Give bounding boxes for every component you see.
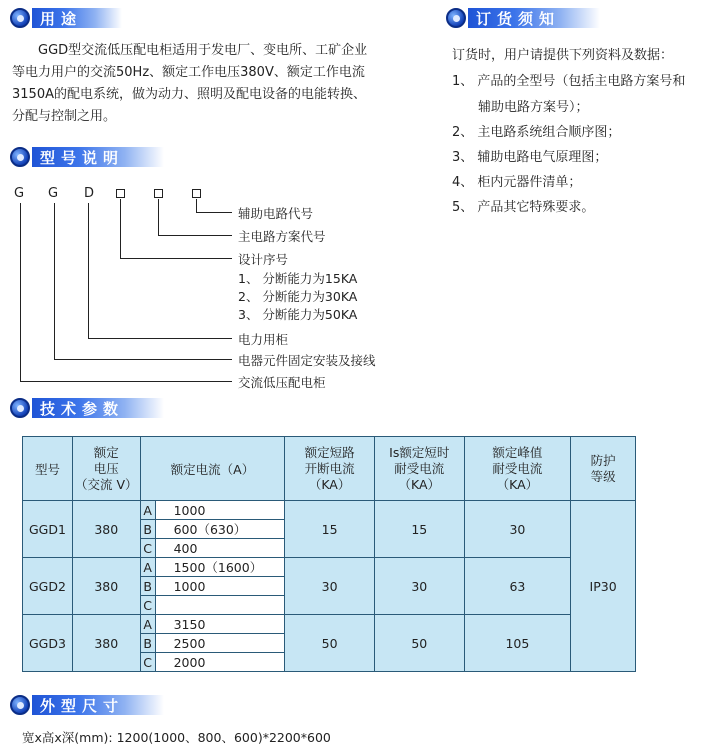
bullet-circle-icon bbox=[10, 8, 30, 28]
ordering-intro: 订货时，用户请提供下列资料及数据： bbox=[452, 48, 674, 63]
cell-current: 3150 bbox=[155, 615, 285, 634]
section-header-usage bbox=[10, 7, 122, 29]
ordering-item: 5、 产品其它特殊要求。 bbox=[452, 200, 595, 215]
model-label: 设计序号 bbox=[238, 252, 289, 267]
ordering-item: 2、 主电路系统组合顺序图； bbox=[452, 125, 621, 140]
cell-sub-code: A bbox=[140, 615, 155, 634]
cell-model: GGD3 bbox=[23, 615, 73, 672]
leader-line bbox=[54, 203, 55, 360]
model-label: 主电路方案代号 bbox=[238, 229, 326, 244]
ordering-item: 3、 辅助电路电气原理图； bbox=[452, 150, 608, 165]
usage-line: 分配与控制之用。 bbox=[12, 109, 117, 124]
cell-current bbox=[155, 596, 285, 615]
model-code-letter: G bbox=[14, 186, 25, 201]
section-title: 用途 bbox=[32, 8, 122, 28]
leader-line bbox=[158, 235, 232, 236]
cell-model: GGD2 bbox=[23, 558, 73, 615]
leader-line bbox=[120, 199, 121, 259]
bullet-circle-icon bbox=[10, 398, 30, 418]
cell-voltage: 380 bbox=[72, 615, 140, 672]
cell-protection: IP30 bbox=[571, 501, 636, 672]
section-title: 型号说明 bbox=[32, 147, 164, 167]
cell-current: 1000 bbox=[155, 501, 285, 520]
cell-sub-code: A bbox=[140, 501, 155, 520]
header-short-time: Is额定短时 耐受电流 （KA） bbox=[374, 437, 464, 501]
header-protection: 防护 等级 bbox=[571, 437, 636, 501]
cell-short-time: 15 bbox=[374, 501, 464, 558]
cell-current: 1000 bbox=[155, 577, 285, 596]
leader-line bbox=[196, 199, 197, 213]
model-code-letter: D bbox=[84, 186, 95, 201]
usage-line: 3150A的配电系统，做为动力、照明及配电设备的电能转换、 bbox=[12, 87, 366, 102]
model-label: 电力用柜 bbox=[238, 332, 289, 347]
bullet-circle-icon bbox=[10, 147, 30, 167]
cell-breaking: 30 bbox=[285, 558, 375, 615]
model-label: 辅助电路代号 bbox=[238, 206, 314, 221]
model-label: 交流低压配电柜 bbox=[238, 375, 326, 390]
header-peak: 额定峰值 耐受电流 （KA） bbox=[464, 437, 571, 501]
cell-sub-code: B bbox=[140, 634, 155, 653]
cell-peak: 30 bbox=[464, 501, 571, 558]
usage-paragraph bbox=[12, 40, 367, 128]
cell-current: 2500 bbox=[155, 634, 285, 653]
header-model: 型号 bbox=[23, 437, 73, 501]
cell-peak: 63 bbox=[464, 558, 571, 615]
section-header-dims bbox=[10, 694, 164, 716]
usage-line: GGD型交流低压配电柜适用于发电厂、变电所、工矿企业 bbox=[38, 43, 368, 58]
code-placeholder-box bbox=[192, 189, 201, 198]
tech-spec-table bbox=[22, 436, 636, 672]
cell-short-time: 30 bbox=[374, 558, 464, 615]
cell-sub-code: B bbox=[140, 520, 155, 539]
model-label: 电器元件固定安装及接线 bbox=[238, 353, 376, 368]
code-placeholder-box bbox=[154, 189, 163, 198]
usage-line: 等电力用户的交流50Hz、额定工作电压380V、额定工作电流 bbox=[12, 65, 365, 80]
header-breaking: 额定短路 开断电流 （KA） bbox=[285, 437, 375, 501]
model-code-letter: G bbox=[48, 186, 59, 201]
section-title: 订货须知 bbox=[468, 8, 600, 28]
leader-line bbox=[196, 212, 232, 213]
bullet-circle-icon bbox=[10, 695, 30, 715]
cell-voltage: 380 bbox=[72, 501, 140, 558]
leader-line bbox=[20, 381, 232, 382]
model-label: 3、 分断能力为50KA bbox=[238, 307, 358, 322]
leader-line bbox=[20, 203, 21, 382]
section-title: 外型尺寸 bbox=[32, 695, 164, 715]
leader-line bbox=[88, 338, 232, 339]
leader-line bbox=[120, 258, 232, 259]
leader-line bbox=[158, 199, 159, 236]
dimensions-value: 1200(1000、800、600)*2200*600 bbox=[116, 730, 331, 745]
cell-model: GGD1 bbox=[23, 501, 73, 558]
leader-line bbox=[54, 359, 232, 360]
cell-current: 600（630） bbox=[155, 520, 285, 539]
dimensions-label: 宽x高x深(mm): bbox=[22, 730, 113, 745]
table-row bbox=[23, 615, 636, 634]
section-title: 技术参数 bbox=[32, 398, 164, 418]
cell-current: 1500（1600） bbox=[155, 558, 285, 577]
section-header-tech bbox=[10, 397, 164, 419]
header-current: 额定电流（A） bbox=[140, 437, 285, 501]
bullet-circle-icon bbox=[446, 8, 466, 28]
header-voltage: 额定 电压 （交流 V） bbox=[72, 437, 140, 501]
cell-breaking: 15 bbox=[285, 501, 375, 558]
ordering-item: 4、 柜内元器件清单； bbox=[452, 175, 582, 190]
cell-breaking: 50 bbox=[285, 615, 375, 672]
cell-short-time: 50 bbox=[374, 615, 464, 672]
table-row bbox=[23, 558, 636, 577]
section-header-model bbox=[10, 146, 164, 168]
leader-line bbox=[88, 203, 89, 339]
code-placeholder-box bbox=[116, 189, 125, 198]
ordering-item: 辅助电路方案号）； bbox=[478, 100, 589, 115]
cell-voltage: 380 bbox=[72, 558, 140, 615]
cell-current: 400 bbox=[155, 539, 285, 558]
section-header-ordering bbox=[446, 7, 600, 29]
cell-sub-code: C bbox=[140, 653, 155, 672]
model-label: 1、 分断能力为15KA bbox=[238, 271, 358, 286]
table-row bbox=[23, 501, 636, 520]
cell-current: 2000 bbox=[155, 653, 285, 672]
dimensions-line bbox=[22, 728, 331, 746]
cell-sub-code: B bbox=[140, 577, 155, 596]
ordering-item: 1、 产品的全型号（包括主电路方案号和 bbox=[452, 74, 686, 89]
cell-peak: 105 bbox=[464, 615, 571, 672]
cell-sub-code: C bbox=[140, 596, 155, 615]
table-header-row bbox=[23, 437, 636, 501]
cell-sub-code: C bbox=[140, 539, 155, 558]
model-label: 2、 分断能力为30KA bbox=[238, 289, 358, 304]
cell-sub-code: A bbox=[140, 558, 155, 577]
